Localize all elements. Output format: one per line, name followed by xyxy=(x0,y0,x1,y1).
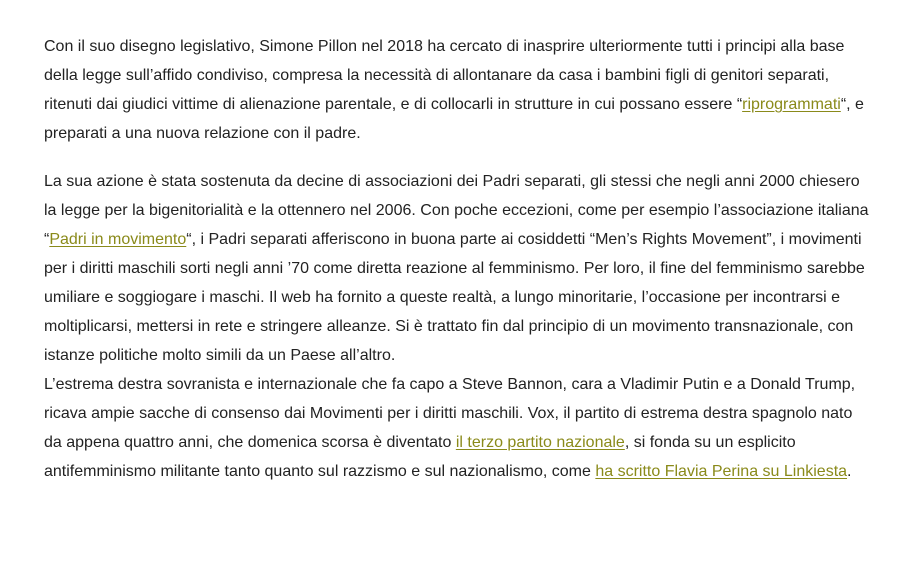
link-padri-in-movimento[interactable]: Padri in movimento xyxy=(49,231,187,248)
paragraph-1-text-after: “, e preparati a una nuova relazione con il padre. xyxy=(44,96,864,142)
link-riprogrammati[interactable]: riprogrammati xyxy=(742,96,841,113)
link-terzo-partito-nazionale[interactable]: il terzo partito nazionale xyxy=(455,434,625,451)
paragraph-2 xyxy=(44,167,874,486)
paragraph-1 xyxy=(44,32,874,148)
paragraph-2-text-5: . xyxy=(847,463,852,480)
link-flavia-perina-linkiesta[interactable]: ha scritto Flavia Perina su Linkiesta xyxy=(595,463,848,480)
paragraph-2-text-2: “, i Padri separati afferiscono in buona parte ai cosiddetti “Men’s Rights Movement”, i movimenti per i diritti maschili sorti negli anni ’70 come diretta reazione al femminismo. Per loro, il fine del femminismo sarebbe umiliare e soggiogare i maschi. Il web ha fornito a queste realtà, a lungo minoritarie, l’occasione per incontrarsi e moltiplicarsi, mettersi in rete e stringere alleanze. Si è trattato fin dal principio di un movimento transnazionale, con istanze politiche molto simili da un Paese all’altro. xyxy=(44,231,865,364)
paragraph-2-text-4: , si fonda su un esplicito antifemminismo militante tanto quanto sul razzismo e sul nazionalismo, come xyxy=(44,434,796,480)
paragraph-1-text-before: Con il suo disegno legislativo, Simone Pillon nel 2018 ha cercato di inasprire ulteriormente tutti i principi alla base della legge sull’affido condiviso, compresa la necessità di allontanare da casa i bambini figli di genitori separati, ritenuti dai giudici vittime di alienazione parentale, e di collocarli in strutture in cui possano essere “ xyxy=(44,38,845,113)
article-body xyxy=(44,32,874,505)
paragraph-2-text-1: La sua azione è stata sostenuta da decine di associazioni dei Padri separati, gli stessi che negli anni 2000 chiesero la legge per la bigenitorialità e la ottennero nel 2006. Con poche eccezioni, come per esempio l’associazione italiana “ xyxy=(44,173,869,248)
paragraph-2-text-3: L’estrema destra sovranista e internazionale che fa capo a Steve Bannon, cara a Vladimir Putin e a Donald Trump, ricava ampie sacche di consenso dai Movimenti per i diritti maschili. Vox, il partito di estrema destra spagnolo nato da appena quattro anni, che domenica scorsa è diventato xyxy=(44,376,856,451)
